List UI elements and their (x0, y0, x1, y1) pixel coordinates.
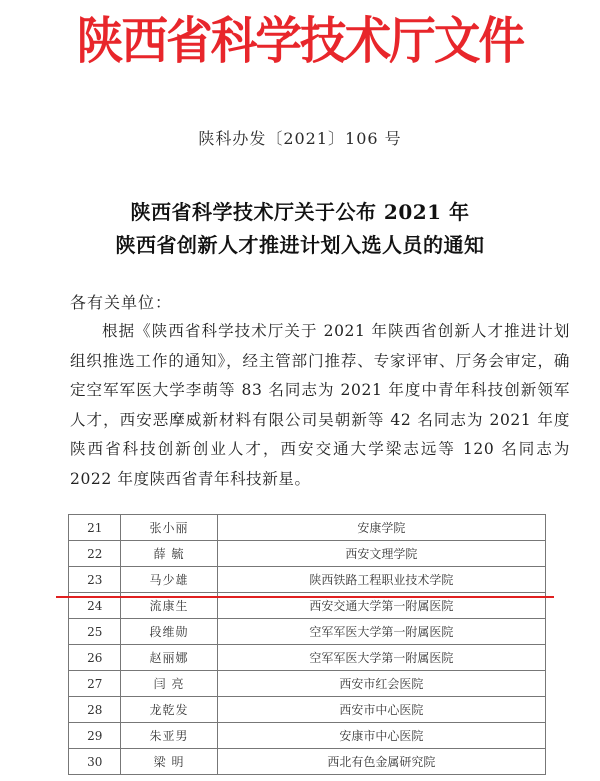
person-name: 龙乾发 (121, 697, 217, 723)
row-number: 24 (69, 593, 121, 619)
notice-title-line-2: 陕西省创新人才推进计划入选人员的通知 (115, 233, 485, 257)
salutation: 各有关单位： (70, 293, 173, 312)
table-row (69, 619, 546, 645)
document-header-title: 陕西省科学技术厅文件 (76, 12, 524, 70)
person-name: 流康生 (121, 593, 217, 619)
row-number: 25 (69, 619, 121, 645)
row-number: 23 (69, 567, 121, 593)
roster-table (68, 514, 546, 775)
table-row (69, 541, 546, 567)
row-number: 29 (69, 723, 121, 749)
person-name: 朱亚男 (121, 723, 217, 749)
roster-table-body (69, 515, 546, 775)
red-underline-annotation (56, 596, 554, 598)
body-paragraph: 根据《陕西省科学技术厅关于 2021 年陕西省创新人才推进计划组织推选工作的通知》，经主管部门推荐、专家评审、厅务会审定，确定空军军医大学李萌等 83 名同志为 2021 年度中青年科技创新领军人才，西安恶摩威新材料有限公司吴朝新等 42 名同志为 2021 年度陕西省科技创新创业人才，西安交通大学梁志远等 120 名同志为 2022 年度陕西省青年科技新星。 (70, 322, 570, 488)
work-unit: 西北有色金属研究院 (217, 749, 545, 775)
person-name: 赵丽娜 (121, 645, 217, 671)
work-unit: 空军军医大学第一附属医院 (217, 619, 545, 645)
table-row (69, 749, 546, 775)
person-name: 梁 明 (121, 749, 217, 775)
row-number: 26 (69, 645, 121, 671)
row-number: 30 (69, 749, 121, 775)
row-number: 27 (69, 671, 121, 697)
table-row (69, 645, 546, 671)
person-name: 薛 毓 (121, 541, 217, 567)
table-row (69, 671, 546, 697)
person-name: 张小丽 (121, 515, 217, 541)
row-number: 22 (69, 541, 121, 567)
table-row (69, 723, 546, 749)
work-unit: 西安市红会医院 (217, 671, 545, 697)
person-name: 闫 亮 (121, 671, 217, 697)
row-number: 28 (69, 697, 121, 723)
table-row (69, 697, 546, 723)
work-unit: 安康市中心医院 (217, 723, 545, 749)
work-unit: 安康学院 (217, 515, 545, 541)
table-row (69, 515, 546, 541)
person-name: 段维勋 (121, 619, 217, 645)
document-number: 陕科办发〔2021〕106 号 (198, 129, 402, 148)
work-unit: 空军军医大学第一附属医院 (217, 645, 545, 671)
work-unit: 西安市中心医院 (217, 697, 545, 723)
table-row (69, 567, 546, 593)
work-unit: 陕西铁路工程职业技术学院 (217, 567, 545, 593)
row-number: 21 (69, 515, 121, 541)
work-unit: 西安交通大学第一附属医院 (217, 593, 545, 619)
roster-table-wrapper (68, 514, 546, 775)
work-unit: 西安文理学院 (217, 541, 545, 567)
notice-title-line-1: 陕西省科学技术厅关于公布 2021 年 (130, 200, 470, 224)
person-name: 马少雄 (121, 567, 217, 593)
